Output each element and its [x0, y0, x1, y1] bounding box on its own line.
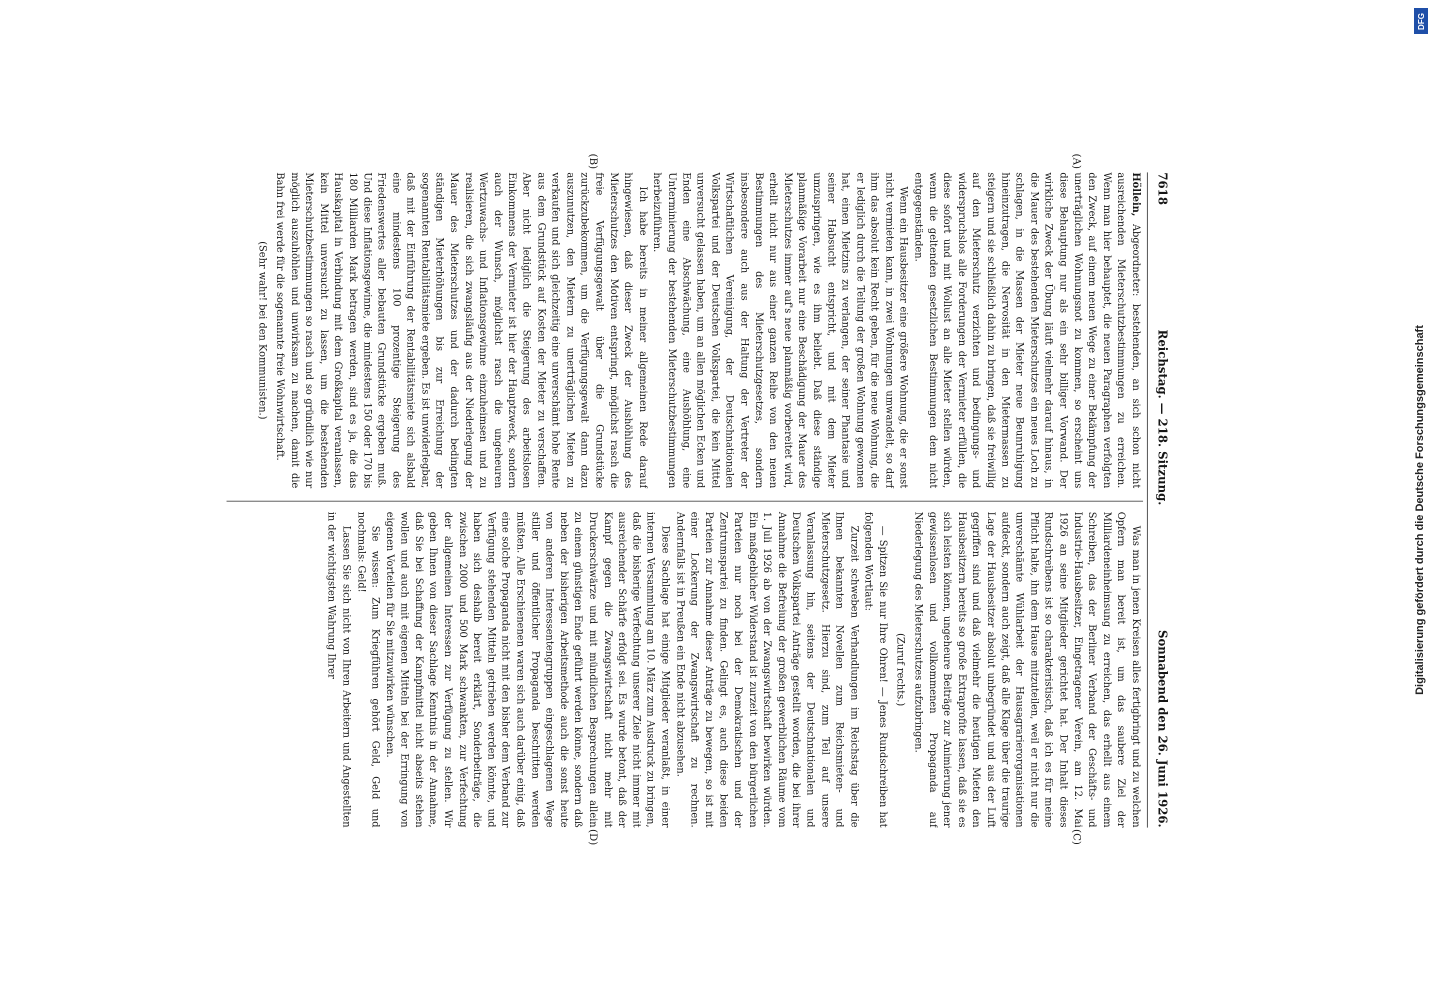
- session-date: Sonnabend den 26. Juni 1926.: [1155, 630, 1170, 828]
- margin-marker-b: (B): [586, 153, 599, 170]
- dfg-logo: DFG: [1414, 8, 1428, 34]
- margin-marker-d: (D): [586, 829, 599, 846]
- circular-paragraph-1: Zurzeit schweben Verhandlungen im Reichstag über die Ihnen bekannten Novellen zum Reichsmieten- und Mieterschutzgesetz. Hierzu sind, zum Teil auf unsere Veranlassung hin, seitens der Deutschnationalen und Deutschen Volkspartei Anträge gestellt worden, die bei ihrer Annahme die Befreiung der großen gewerblichen Räume vom 1. Juli 1926 ab von der Zwangswirtschaft bewirken würden. Ein maßgeblicher Widerstand ist zurzeit von den bürgerlichen Parteien nur noch bei der Demokratischen und der Zentrumspartei zu finden. Gelingt es, auch diese beiden Parteien zur Annahme dieser Anträge zu bewegen, so ist mit einer Lockerung der Zwangswirtschaft zu rechnen. Andernfalls ist in Preußen ein Ende nicht abzusehen.: [674, 511, 861, 828]
- rotated-document: [209, 149, 1192, 851]
- right-column: [223, 512, 1143, 828]
- circular-paragraph-3: Sie wissen: Zum Kriegführen gehört Geld, Geld und nochmals: Geld!: [355, 511, 382, 828]
- left-paragraph-2: Wenn ein Hausbesitzer eine größere Wohnung, die er sonst nicht vermieten kann, in zwei Wohnungen umwandelt, so darf ihm das absolut kein Recht geben, für die neue Wohnung, die er lediglich durch die Teilung der großen Wohnung gewonnen hat, einen Mietzins zu verlangen, der seiner Phantasie und seiner Habsucht entspricht, und mit dem Mieter umzuspringen, wie es ihm beliebt. Daß diese ständige planmäßige Vorarbeit nur eine Beschädigung der Mauer des Mieterschutzes immer auf's neue planmäßig vorbereitet wird, erhellt nicht nur aus einer ganzen Reihe von den neuen Bestimmungen des Mieterschutzgesetzes, sondern insbesondere auch aus der Haltung der Vertreter der Wirtschaftlichen Vereinigung, der Deutschnationalen Volkspartei und der Deutschen Volkspartei, die kein Mittel unversucht gelassen haben, um an allen möglichen Ecken und Enden eine Abschwächung, eine Aushöhlung, eine Unterminierung der bestehenden Mieterschutzbestimmungen herbeizuführen.: [651, 172, 911, 489]
- digitization-note: Digitalisierung gefördert durch die Deutsche Forschungsgemeinschaft: [1414, 325, 1427, 695]
- speech-continuation: [911, 172, 1143, 488]
- session-title: Reichstag. — 218. Sitzung.: [1155, 329, 1170, 506]
- page-header: [1151, 172, 1170, 827]
- margin-marker-a: (A): [1070, 153, 1083, 169]
- circular-paragraph-2: Diese Sachlage hat einige Mitglieder veranlaßt, in einer internen Versammlung am 10. März zum Ausdruck zu bringen, daß die bisherige Verfechtung unserer Ziele nicht immer mit ausreichender Schärfe erfolgt sei. Es wurde betont, daß der Kampf gegen die Zwangswirtschaft nicht mehr mit Druckerschwärze und mit mündlichen Besprechungen allein zu einem günstigen Ende geführt werden könne, sondern daß neben der bisherigen Arbeitsmethode auch die sonst heute von anderen Interessentengruppen eingeschlagenen Wege stiller und öffentlicher Propaganda beschritten werden müßten. Alle Erschienenen waren sich auch darüber einig, daß eine solche Propaganda nicht mit den bisher dem Verband zur Verfügung stehenden Mitteln getrieben werden könnte, und haben sich deshalb bereit erklärt, Sonderbeiträge, die zwischen 2000 und 500 Mark schwankten, zur Verfechtung der allgemeinen Interessen zur Verfügung zu stellen. Wir geben Ihnen von dieser Sachlage Kenntnis in der Annahme, daß Sie bei Schaffung der Kampfmittel nicht abseits stehen wollen und auch mit eigenen Mitteln bei der Erringung von eigenen Vorteilen für Sie mitzuwirken wünschen.: [384, 511, 672, 828]
- header-rule: [1147, 172, 1148, 827]
- speaker-name: Höllein,: [1130, 172, 1143, 217]
- right-paragraph-1: Was man in jenen Kreisen alles fertigbringt und zu welchen Opfern man bereit ist, um das saubere Ziel der Milliardeneinheimsung zu erreichen, das erhellt aus einem Schreiben, das der Berliner Verband der Geschäfts- und Industrie-Hausbesitzer, Eingetragener Verein, am 12. Mai 1926 an seine Mitglieder gerichtet hat. Der Inhalt dieses Rundschreibens ist so charakteristisch, daß ich es für meine Pflicht halte, ihn dem Hause mitzuteilen, weil er nicht nur die unverschämte Wühlarbeit der Hausagrarierorganisationen aufdeckt, sondern auch zeigt, daß alle Klage über die traurige Lage der Hausbesitzer absolut unbegründet und aus der Luft gegriffen sind und daß vielmehr die heutigen Mieten den Hausbesitzern bereits so große Extraprofite lassen, daß sie es sich leisten können, ungeheure Beiträge zur Animierung jener gewissenlosen und vollkommenen Propaganda auf Niederlegung des Mieterschutzes aufzubringen.: [913, 511, 1143, 828]
- page-number: 7618: [1155, 172, 1170, 205]
- interjection-right: (Zuruf rechts.): [895, 633, 908, 707]
- right-paragraph-2: — Spitzen Sie nur Ihre Ohren! — Jenes Rundschreiben hat folgenden Wortlaut:: [863, 511, 890, 828]
- left-paragraph-3: Ich habe bereits in meiner allgemeinen Rede darauf hingewiesen, daß dieser Zweck der Aushöhlung des Mieterschutzes den Motiven entspringt, möglichst rasch die freie Verfügungsgewalt über die Grundstücke zurückzubekommen, um die Verfügungsgewalt dann dazu auszunutzen, den Mietern zu unerträglichen Mieten zu verkaufen und sich gleichzeitig eine unverschämt hohe Rente aus dem Grundstück auf Kosten der Mieter zu verschaffen. Aber nicht lediglich die Steigerung des arbeitslosen Einkommens der Vermieter ist hier der Hauptzweck, sondern auch der Wunsch, möglichst rasch die ungeheuren Wertzuwachs- und Inflationsgewinne einzuheimsen und zu realisieren, die sich zwangsläufig aus der Niederlegung der Mauer des Mieterschutzes und der dadurch bedingten ständigen Mieterhöhungen bis zur Erreichung der sogenannten Rentabilitätsmiete ergeben. Es ist unwiderlegbar, daß mit der Einführung der Rentabilitätsmiete sich alsbald eine mindestens 100 prozentige Steigerung des Friedenswertes aller bebauten Grundstücke ergeben muß. Und diese Inflationsgewinne, die mindestens 150 oder 170 bis 180 Milliarden Mark betragen werden, sind es ja, die das Hauskapital in Verbindung mit dem Großkapital veranlassen, kein Mittel unversucht zu lassen, um die bestehenden Mieterschutzbestimmungen so rasch und so gründlich wie nur möglich auszuhöhlen und unwirksam zu machen, damit die Bahn frei werde für die sogenannte freie Wohnwirtschaft.: [274, 172, 650, 489]
- column-divider: [227, 501, 1144, 502]
- speaker-role: Abgeordneter:: [1130, 223, 1143, 297]
- circular-paragraph-4: Lassen Sie sich nicht von Ihren Arbeitern und Angestellten in der wichtigsten Wahrung Ihrer: [326, 511, 353, 828]
- left-paragraph-1: bestehenden, an sich schon nicht ausreichenden Mieterschutzbestimmungen zu erreichen. Wenn man hier behauptet, die neuen Paragraphen verfolgten den Zweck, auf einem neuen Wege zu einer Bekämpfung der unerträglichen Wohnungsnot zu kommen, so erscheint uns diese Behauptung nur als ein sehr billiger Vorwand. Der wirkliche Zweck der Übung läuft vielmehr darauf hinaus, in die Mauer des bestehenden Mieterschutzes ein neues Loch zu schlagen, in die Massen der Mieter neue Beunruhigung hineinzutragen, die Nervosität in den Mietermassen zu steigern und sie schließlich dahin zu bringen, daß sie freiwillig auf den Mieterschutz verzichten und bedingungs- und widerspruchslos alle Forderungen der Vermieter erfüllen, die diese sofort und mit Wollust an alle Mieter stellen würden, wenn die geltenden gesetzlichen Bestimmungen dem nicht entgegenständen.: [913, 172, 1143, 489]
- interjection-communists: (Sehr wahr! bei den Kommunisten.): [257, 241, 269, 420]
- left-column: [223, 172, 1143, 488]
- margin-marker-c: (C): [1070, 829, 1083, 845]
